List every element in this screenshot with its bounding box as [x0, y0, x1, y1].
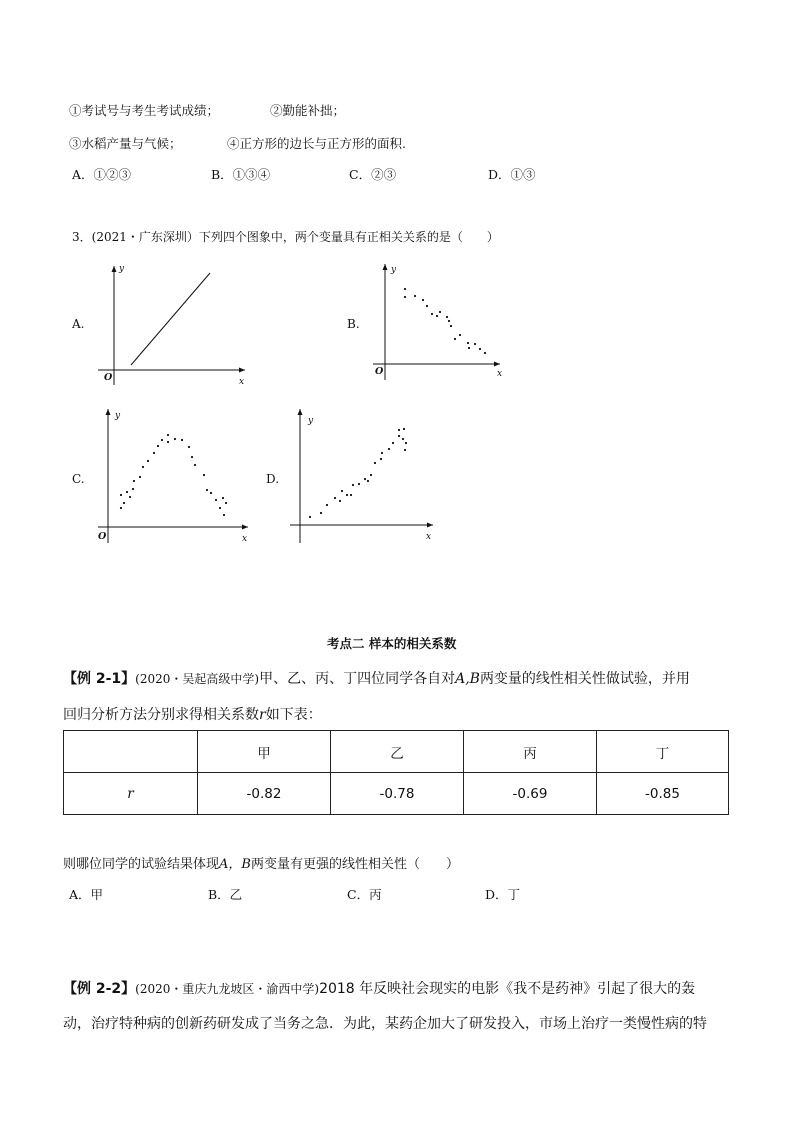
- graph-c-point: [225, 502, 227, 504]
- ex21-question-var: A，B: [219, 857, 251, 872]
- graph-d-x-label: x: [426, 532, 432, 542]
- graph-b-point: [404, 288, 406, 290]
- ex21-line2-b: 如下表：: [265, 707, 322, 723]
- graph-d-point: [398, 429, 400, 431]
- q2-item-3: ③水稻产量与气候；: [69, 136, 182, 151]
- ex21-var-ab: A,B: [455, 671, 480, 687]
- graph-c-point: [142, 466, 144, 468]
- graph-c-point: [219, 507, 221, 509]
- table-header-cell: 丙: [464, 731, 597, 773]
- ex21-question: [63, 853, 459, 872]
- graph-b-x-arrow: [494, 362, 500, 367]
- graph-c-point: [174, 438, 176, 440]
- graph-b-point: [454, 338, 456, 340]
- graph-a-y-label: y: [119, 264, 125, 274]
- graph-c-point: [210, 492, 212, 494]
- graph-d-point: [367, 480, 369, 482]
- graph-c-point: [157, 445, 159, 447]
- ex21-question-a: 则哪位同学的试验结果体现: [63, 857, 220, 872]
- graph-c-y-arrow: [106, 409, 111, 415]
- graph-b-point: [436, 315, 438, 317]
- graph-b-point: [426, 305, 428, 307]
- graph-d-point: [403, 428, 405, 430]
- ex21-line2-a: 回归分析方法分别求得相关系数: [63, 707, 259, 723]
- graph-d-point: [380, 458, 382, 460]
- graph-d-point: [405, 442, 407, 444]
- graph-c-point: [133, 480, 135, 482]
- ex21-question-b: 两变量有更强的线性相关性（ ）: [250, 857, 459, 872]
- graph-d-point: [358, 483, 360, 485]
- graph-a-label[interactable]: A.: [72, 317, 85, 331]
- graph-b-point: [448, 320, 450, 322]
- graph-d-point: [326, 504, 328, 506]
- graph-d-point: [309, 516, 311, 518]
- ex21-var-r: r: [259, 707, 266, 723]
- table-cell: -0.82: [198, 773, 331, 815]
- table-header-cell: 甲: [198, 731, 331, 773]
- graph-b-point: [450, 325, 452, 327]
- graph-b-point: [439, 311, 441, 313]
- graph-c-point: [167, 441, 169, 443]
- ex21-text-a: 甲、乙、丙、丁四位同学各自对: [259, 671, 456, 687]
- ex22-tag: 【例 2-2】: [63, 981, 136, 997]
- graph-c-point: [161, 439, 163, 441]
- graph-b-point: [474, 343, 476, 345]
- graph-a-x-arrow: [239, 368, 245, 373]
- graph-d-point: [346, 494, 348, 496]
- graph-c-x-arrow: [242, 525, 248, 530]
- graph-c-origin: O: [98, 531, 107, 542]
- ex22-line2: 动，治疗特种病的创新药研发成了当务之急．为此，某药企加大了研发投入，市场上治疗一类慢性病的特: [63, 1016, 707, 1032]
- table-cell: -0.69: [464, 773, 597, 815]
- q2-item-4: ④正方形的边长与正方形的面积.: [227, 136, 406, 151]
- graph-c-point: [147, 460, 149, 462]
- graph-d-y-label: y: [308, 416, 314, 426]
- ex22-line1: [63, 978, 695, 998]
- table-row-label: r: [64, 773, 198, 815]
- graph-d: [285, 405, 445, 545]
- table-cell: -0.85: [597, 773, 729, 815]
- graph-d-point: [370, 474, 372, 476]
- q2-option-c[interactable]: C．②③: [349, 167, 397, 182]
- section-title: 考点二 样本的相关系数: [327, 636, 457, 651]
- graph-c-point: [123, 502, 125, 504]
- graph-c-label[interactable]: C.: [72, 472, 85, 486]
- ex21-option-d[interactable]: D．丁: [485, 887, 521, 902]
- graph-b: [365, 260, 515, 385]
- q2-item-1: ①考试号与考生考试成绩；: [69, 103, 220, 118]
- graph-d-point: [398, 435, 400, 437]
- graph-d-point: [388, 448, 390, 450]
- graph-b-point: [468, 347, 470, 349]
- graph-d-point: [402, 438, 404, 440]
- graph-b-point: [459, 334, 461, 336]
- ex21-option-a[interactable]: A．甲: [69, 887, 104, 902]
- graph-a: [90, 260, 260, 390]
- graph-b-point: [422, 299, 424, 301]
- ex21-tag: 【例 2-1】: [63, 671, 136, 687]
- graph-c-x-label: x: [242, 534, 248, 544]
- correlation-table: [63, 730, 729, 815]
- graph-a-origin: O: [104, 372, 113, 383]
- graph-d-point: [341, 490, 343, 492]
- graph-c-point: [139, 476, 141, 478]
- graph-c-point: [191, 456, 193, 458]
- graph-d-label[interactable]: D.: [266, 472, 280, 486]
- graph-d-point: [339, 500, 341, 502]
- graph-d-point: [350, 494, 352, 496]
- graph-b-label[interactable]: B.: [347, 317, 360, 331]
- table-header-row: [64, 731, 729, 773]
- q2-option-a[interactable]: A．①②③: [72, 167, 132, 182]
- graph-c-point: [215, 499, 217, 501]
- graph-d-point: [364, 478, 366, 480]
- graph-b-y-label: y: [391, 265, 397, 275]
- graph-b-y-arrow: [383, 264, 388, 270]
- q3-stem: 3．(2021・广东深圳）下列四个图象中，两个变量具有正相关关系的是（ ）: [72, 230, 499, 244]
- graph-b-point: [431, 313, 433, 315]
- graph-d-x-arrow: [427, 523, 433, 528]
- table-cell: -0.78: [331, 773, 464, 815]
- graph-c-point: [203, 474, 205, 476]
- ex21-line2: [63, 704, 322, 724]
- graph-d-y-arrow: [298, 409, 303, 415]
- graph-b-point: [404, 296, 406, 298]
- graph-d-point: [320, 512, 322, 514]
- q2-item-2: ②勤能补拙；: [270, 103, 346, 118]
- graph-c-point: [194, 464, 196, 466]
- graph-d-point: [352, 484, 354, 486]
- graph-a-x-label: x: [239, 377, 245, 387]
- table-header-cell: [64, 731, 198, 773]
- graph-b-origin: O: [375, 366, 384, 377]
- graph-b-point: [467, 342, 469, 344]
- graph-b-point: [484, 352, 486, 354]
- graph-d-point: [334, 497, 336, 499]
- graph-a-y-arrow: [112, 266, 117, 272]
- table-header-cell: 乙: [331, 731, 464, 773]
- graph-c-point: [223, 514, 225, 516]
- graph-a-line: [131, 273, 210, 365]
- graph-c-point: [188, 446, 190, 448]
- graph-c: [90, 405, 260, 545]
- graph-d-point: [381, 452, 383, 454]
- ex21-line1: [63, 668, 690, 688]
- graph-d-point: [392, 442, 394, 444]
- ex22-line1-rest: 2018 年反映社会现实的电影《我不是药神》引起了很大的轰: [319, 981, 696, 997]
- graph-b-x-label: x: [497, 369, 503, 379]
- graph-c-point: [120, 507, 122, 509]
- graph-b-point: [446, 316, 448, 318]
- ex21-text-b: 两变量的线性相关性做试验，并用: [479, 671, 690, 687]
- q2-option-b[interactable]: B．①③④: [211, 167, 271, 182]
- graph-c-point: [120, 494, 122, 496]
- ex21-option-b[interactable]: B．乙: [208, 887, 243, 902]
- graph-b-point: [414, 295, 416, 297]
- ex21-source: (2020・吴起高级中学): [135, 672, 260, 686]
- graph-d-point: [404, 449, 406, 451]
- graph-c-point: [181, 439, 183, 441]
- graph-c-point: [129, 496, 131, 498]
- graph-c-point: [126, 491, 128, 493]
- ex21-option-c[interactable]: C．丙: [347, 887, 382, 902]
- graph-c-point: [206, 489, 208, 491]
- ex22-source: (2020・重庆九龙坡区・渝西中学): [135, 982, 320, 996]
- graph-c-point: [153, 452, 155, 454]
- q2-option-d[interactable]: D．①③: [488, 167, 536, 182]
- graph-c-point: [222, 497, 224, 499]
- graph-b-point: [479, 348, 481, 350]
- table-header-cell: 丁: [597, 731, 729, 773]
- table-row: [64, 773, 729, 815]
- graph-d-point: [374, 462, 376, 464]
- graph-c-point: [167, 434, 169, 436]
- graph-c-point: [132, 488, 134, 490]
- graph-c-y-label: y: [115, 411, 121, 421]
